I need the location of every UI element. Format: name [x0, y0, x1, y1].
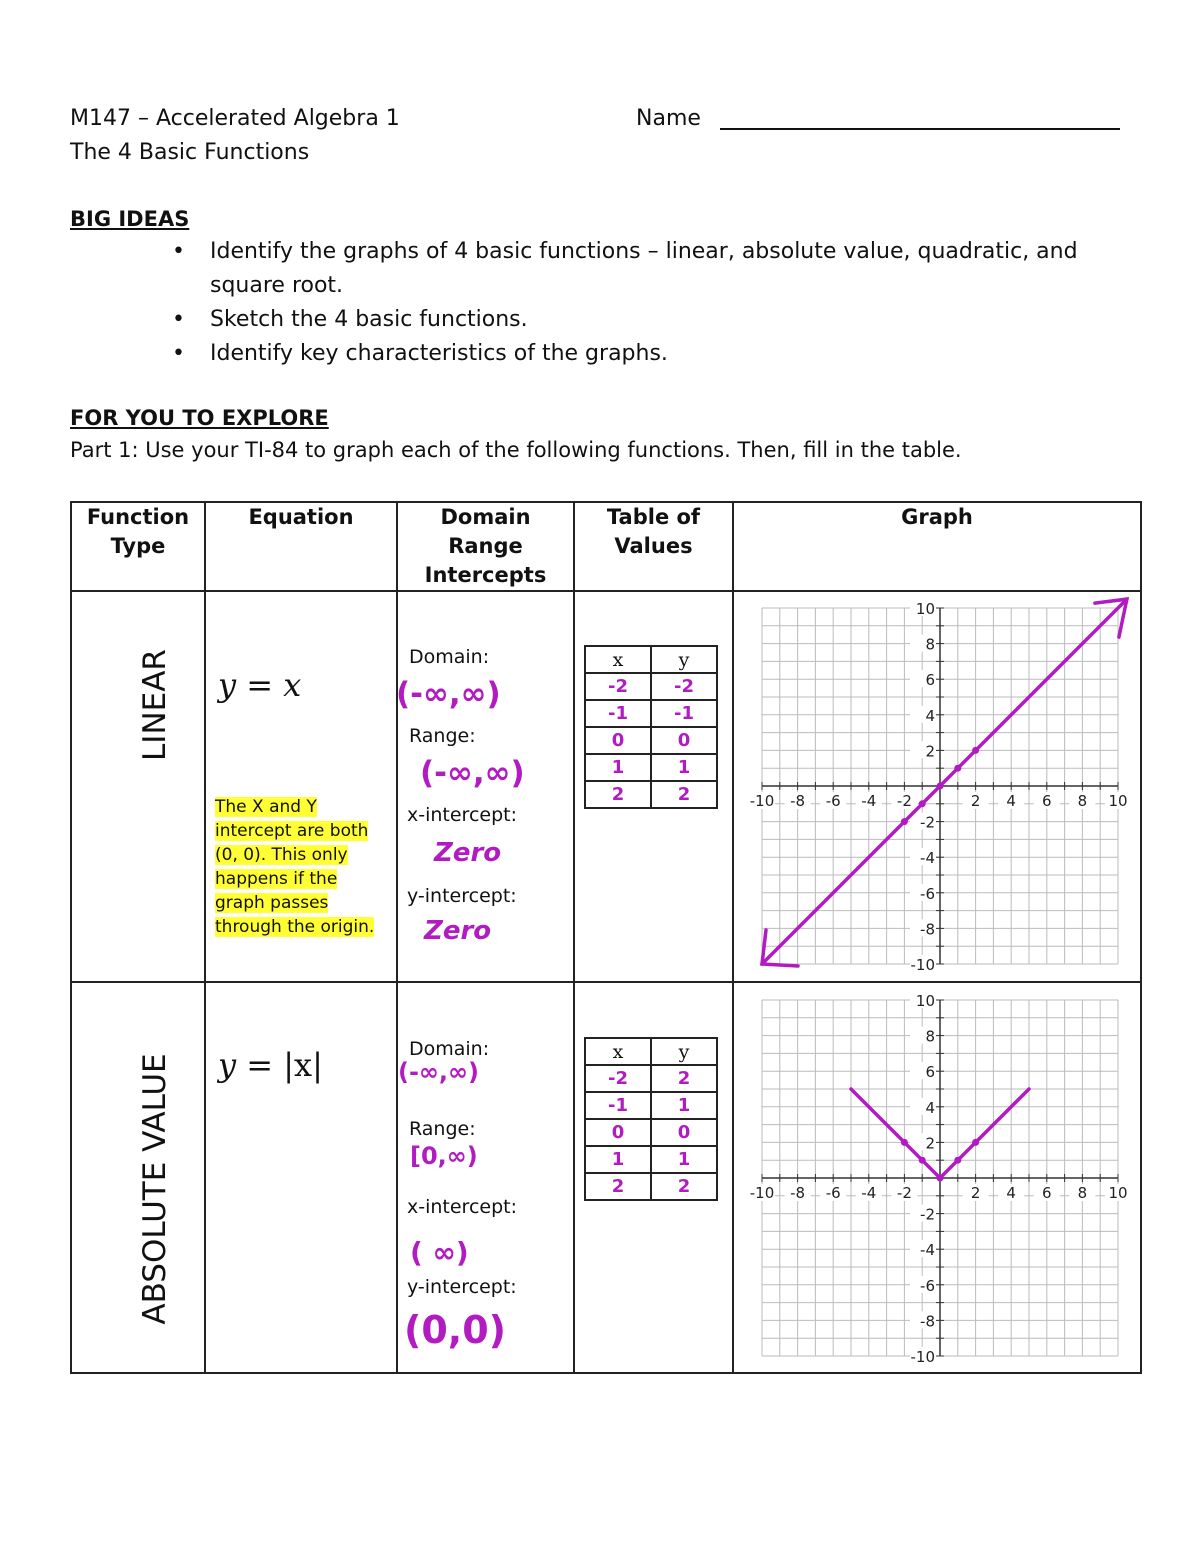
plotted-point [919, 1157, 926, 1164]
x-tick-label: -6 [825, 792, 841, 810]
header-equation: Equation [205, 502, 397, 591]
x-tick-label: -10 [749, 1184, 775, 1202]
tov-cell: 1 [585, 754, 651, 781]
big-ideas-heading: BIG IDEAS [70, 207, 190, 231]
big-idea-item: • Sketch the 4 basic functions. [70, 303, 1150, 337]
tov-cell: -1 [651, 700, 717, 727]
y-tick-label: -10 [910, 1348, 935, 1366]
abs-y-intercept-answer: (0,0) [404, 1308, 507, 1352]
x-tick-label: 4 [1006, 1184, 1016, 1202]
equation-linear: y = x [218, 666, 302, 704]
plotted-point [972, 1139, 979, 1146]
linear-table-of-values [584, 645, 718, 809]
header-domain-range-intercepts: Domain Range Intercepts [397, 502, 574, 591]
y-tick-label: -10 [910, 956, 935, 974]
function-type-absolute-value: ABSOLUTE VALUE [137, 1053, 173, 1325]
tov-cell: 2 [651, 781, 717, 808]
tov-cell: -1 [585, 700, 651, 727]
plotted-point [937, 1175, 944, 1182]
tov-cell: 2 [651, 1065, 717, 1092]
x-tick-label: 4 [1006, 792, 1016, 810]
tov-cell: -1 [585, 1092, 651, 1119]
linear-y-intercept-label: y-intercept: [407, 885, 517, 907]
abs-table-of-values [584, 1037, 718, 1201]
tov-cell: 0 [651, 1119, 717, 1146]
plotted-point [919, 800, 926, 807]
tov-cell: 1 [585, 1146, 651, 1173]
abs-x-intercept-label: x-intercept: [407, 1196, 518, 1218]
y-tick-label: 4 [925, 706, 935, 725]
tov-cell: 2 [585, 781, 651, 808]
header-graph: Graph [733, 502, 1141, 591]
y-tick-label: 4 [925, 1098, 935, 1117]
tov-cell: -2 [585, 1065, 651, 1092]
x-tick-label: 6 [1042, 1184, 1052, 1202]
plotted-point [954, 1157, 961, 1164]
tov-cell: 0 [585, 1119, 651, 1146]
tov-cell: 2 [651, 1173, 717, 1200]
x-tick-label: -4 [861, 792, 877, 810]
x-tick-label: -10 [749, 792, 775, 810]
linear-domain-answer: (-∞,∞) [396, 676, 501, 712]
y-tick-label: 6 [925, 671, 935, 690]
abs-range-label: Range: [409, 1118, 476, 1140]
explore-heading: FOR YOU TO EXPLORE [70, 406, 329, 430]
tov-cell: 0 [651, 727, 717, 754]
abs-y-intercept-label: y-intercept: [407, 1276, 517, 1298]
name-label: Name [636, 106, 701, 131]
x-tick-label: -2 [896, 792, 912, 810]
tov-header-x: x [585, 646, 651, 673]
linear-domain-label: Domain: [409, 646, 490, 668]
name-line[interactable] [720, 128, 1120, 130]
y-tick-label: -4 [920, 1241, 935, 1260]
big-idea-item: • Identify the graphs of 4 basic functions – linear, absolute value, quadratic, and [70, 235, 1150, 269]
plotted-point [972, 747, 979, 754]
x-tick-label: -2 [896, 1184, 912, 1202]
linear-note: The X and Y intercept are both (0, 0). This only happens if the graph passes through the origin. [215, 797, 375, 937]
y-tick-label: -2 [920, 1205, 935, 1224]
x-tick-label: -4 [861, 1184, 877, 1202]
y-tick-label: 8 [925, 635, 935, 654]
linear-range-answer: (-∞,∞) [420, 755, 525, 791]
header-table-of-values: Table of Values [574, 502, 733, 591]
x-tick-label: -8 [790, 1184, 806, 1202]
tov-cell: 1 [651, 1092, 717, 1119]
linear-x-intercept-label: x-intercept: [407, 804, 518, 826]
tov-cell: 1 [651, 754, 717, 781]
linear-range-label: Range: [409, 725, 476, 747]
tov-cell: 1 [651, 1146, 717, 1173]
y-tick-label: 8 [925, 1027, 935, 1046]
big-ideas-list [70, 235, 1150, 371]
row-abs-equation [205, 982, 397, 1373]
big-idea-item-cont: square root. [210, 273, 344, 298]
y-tick-label: 6 [925, 1063, 935, 1082]
y-tick-label: -2 [920, 813, 935, 832]
y-tick-label: -8 [920, 1312, 935, 1331]
x-tick-label: -8 [790, 792, 806, 810]
abs-x-intercept-answer: ( ∞) [410, 1236, 469, 1269]
absolute-value-graph [740, 988, 1140, 1368]
x-tick-label: 10 [1108, 1184, 1128, 1202]
big-idea-item: • Identify key characteristics of the graphs. [70, 337, 1150, 371]
tov-header-y: y [651, 1038, 717, 1065]
abs-range-answer: [0,∞) [410, 1142, 478, 1170]
worksheet-subtitle: The 4 Basic Functions [70, 140, 310, 165]
x-tick-label: 2 [970, 1184, 981, 1202]
x-tick-label: 6 [1042, 792, 1052, 810]
tov-cell: 0 [585, 727, 651, 754]
plotted-point [937, 783, 944, 790]
x-tick-label: 8 [1077, 1184, 1088, 1202]
header-function-type: Function Type [71, 502, 205, 591]
y-tick-label: -4 [920, 849, 935, 868]
abs-domain-answer: (-∞,∞) [398, 1058, 479, 1086]
x-tick-label: 8 [1077, 792, 1088, 810]
tov-cell: -2 [651, 673, 717, 700]
x-tick-label: 2 [970, 792, 981, 810]
y-tick-label: -6 [920, 884, 935, 903]
plotted-point [954, 765, 961, 772]
y-tick-label: 2 [925, 1134, 935, 1153]
tov-cell: -2 [585, 673, 651, 700]
tov-header-y: y [651, 646, 717, 673]
function-type-linear: LINEAR [137, 649, 173, 761]
tov-header-x: x [585, 1038, 651, 1065]
abs-domain-label: Domain: [409, 1038, 490, 1060]
y-tick-label: 10 [915, 992, 935, 1010]
series-line [762, 599, 1127, 964]
y-tick-label: 2 [925, 742, 935, 761]
part1-instructions: Part 1: Use your TI-84 to graph each of the following functions. Then, fill in the table. [70, 438, 962, 462]
plotted-point [901, 818, 908, 825]
x-tick-label: 10 [1108, 792, 1128, 810]
y-tick-label: -8 [920, 920, 935, 939]
y-tick-label: -6 [920, 1276, 935, 1295]
y-tick-label: 10 [915, 600, 935, 618]
linear-x-intercept-answer: Zero [434, 838, 502, 868]
linear-y-intercept-answer: Zero [424, 916, 492, 946]
linear-graph [740, 596, 1140, 976]
tov-cell: 2 [585, 1173, 651, 1200]
course-title: M147 – Accelerated Algebra 1 [70, 106, 400, 131]
x-tick-label: -6 [825, 1184, 841, 1202]
plotted-point [901, 1139, 908, 1146]
equation-absolute-value: y = |x| [218, 1046, 323, 1084]
